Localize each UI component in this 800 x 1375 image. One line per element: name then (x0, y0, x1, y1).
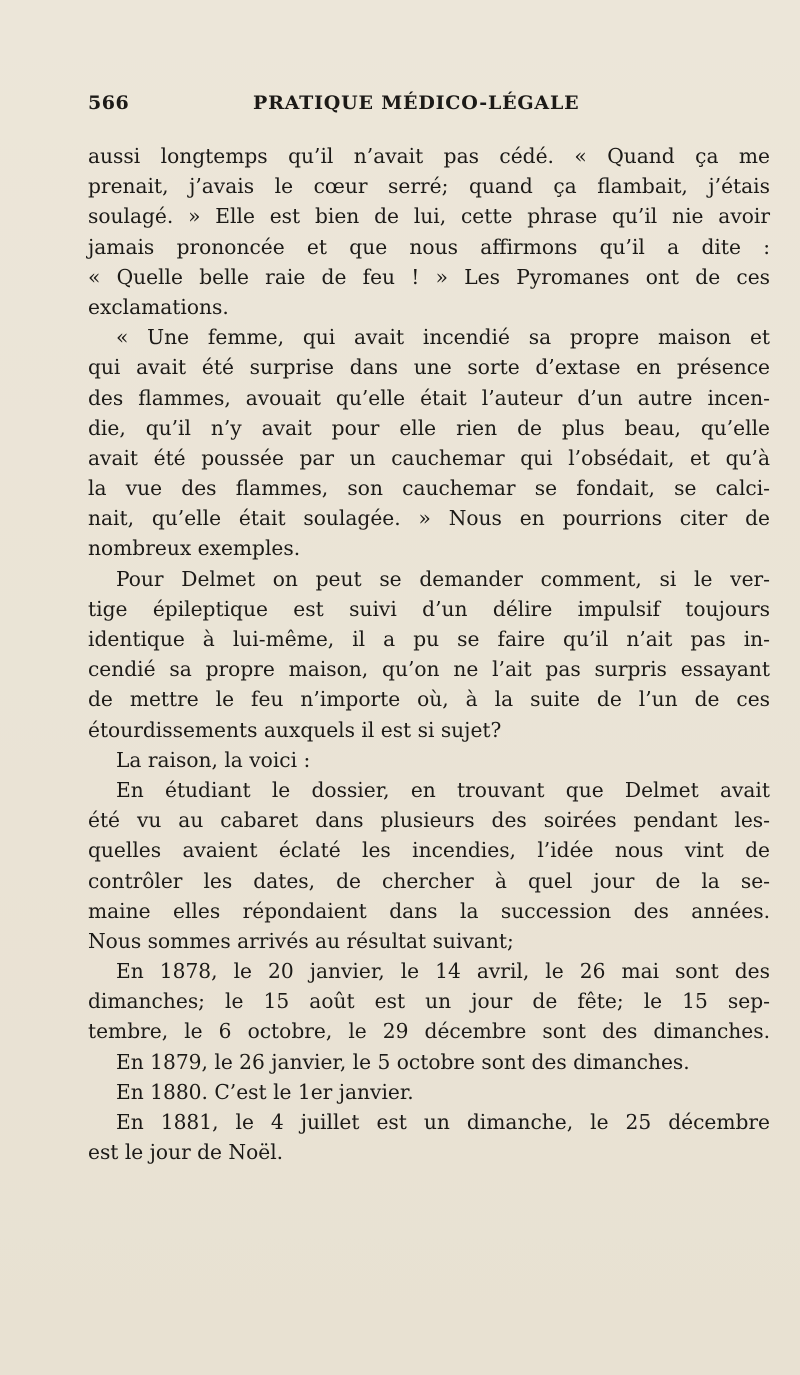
text-line: dimanches; le 15 août est un jour de fête; le 15 sep- (88, 989, 770, 1014)
text-line: nait, qu’elle était soulagée. » Nous en pourrions citer de (88, 506, 770, 531)
text-line: Pour Delmet on peut se demander comment, si le ver- (116, 566, 770, 591)
body-text (88, 141, 770, 1167)
text-line: La raison, la voici : (116, 747, 311, 772)
text-line: est le jour de Noël. (88, 1140, 284, 1165)
text-line: tembre, le 6 octobre, le 29 décembre sont des dimanches. (88, 1019, 770, 1044)
text-line: étourdissements auxquels il est si sujet? (88, 717, 502, 742)
text-line: jamais prononcée et que nous affirmons qu’il a dite : (88, 234, 770, 259)
text-line: aussi longtemps qu’il n’avait pas cédé. « Quand ça me (88, 144, 770, 168)
text-line: die, qu’il n’y avait pour elle rien de plus beau, qu’elle (88, 415, 770, 440)
text-line: tige épileptique est suivi d’un délire impulsif toujours (88, 596, 770, 621)
text-line: qui avait été surprise dans une sorte d’extase en présence (88, 355, 770, 380)
text-line: identique à lui-même, il a pu se faire qu’il n’ait pas in- (88, 627, 770, 651)
text-line: des flammes, avouait qu’elle était l’auteur d’un autre incen- (88, 385, 770, 410)
text-line: Nous sommes arrivés au résultat suivant; (88, 928, 514, 953)
text-line: la vue des flammes, son cauchemar se fondait, se calci- (88, 476, 770, 501)
text-line: En 1881, le 4 juillet est un dimanche, le 25 décembre (116, 1110, 770, 1134)
text-line: En 1878, le 20 janvier, le 14 avril, le 26 mai sont des (116, 959, 770, 984)
text-line: avait été poussée par un cauchemar qui l’obsédait, et qu’à (88, 445, 770, 470)
running-title: PRATIQUE MÉDICO-LÉGALE (253, 92, 580, 114)
text-line: « Quelle belle raie de feu ! » Les Pyromanes ont de ces (88, 264, 770, 289)
text-line: été vu au cabaret dans plusieurs des soirées pendant les- (88, 808, 770, 833)
text-line: maine elles répondaient dans la succession des années. (88, 898, 770, 923)
page-number: 566 (88, 92, 130, 114)
text-line: nombreux exemples. (88, 536, 301, 561)
text-line: En étudiant le dossier, en trouvant que Delmet avait (116, 777, 770, 802)
text-line: « Une femme, qui avait incendié sa propre maison et (116, 325, 770, 350)
text-line: quelles avaient éclaté les incendies, l’idée nous vint de (88, 838, 770, 863)
text-line: cendié sa propre maison, qu’on ne l’ait pas surpris essayant (88, 657, 770, 682)
text-line: prenait, j’avais le cœur serré; quand ça flambait, j’étais (88, 174, 770, 199)
text-line: En 1879, le 26 janvier, le 5 octobre sont des dimanches. (116, 1049, 690, 1074)
text-line: En 1880. C’est le 1er janvier. (116, 1079, 414, 1104)
page-header (88, 92, 733, 122)
text-line: de mettre le feu n’importe où, à la suite de l’un de ces (88, 687, 770, 712)
text-line: exclamations. (88, 294, 229, 319)
text-line: contrôler les dates, de chercher à quel jour de la se- (88, 868, 770, 893)
text-line: soulagé. » Elle est bien de lui, cette phrase qu’il nie avoir (88, 204, 770, 229)
